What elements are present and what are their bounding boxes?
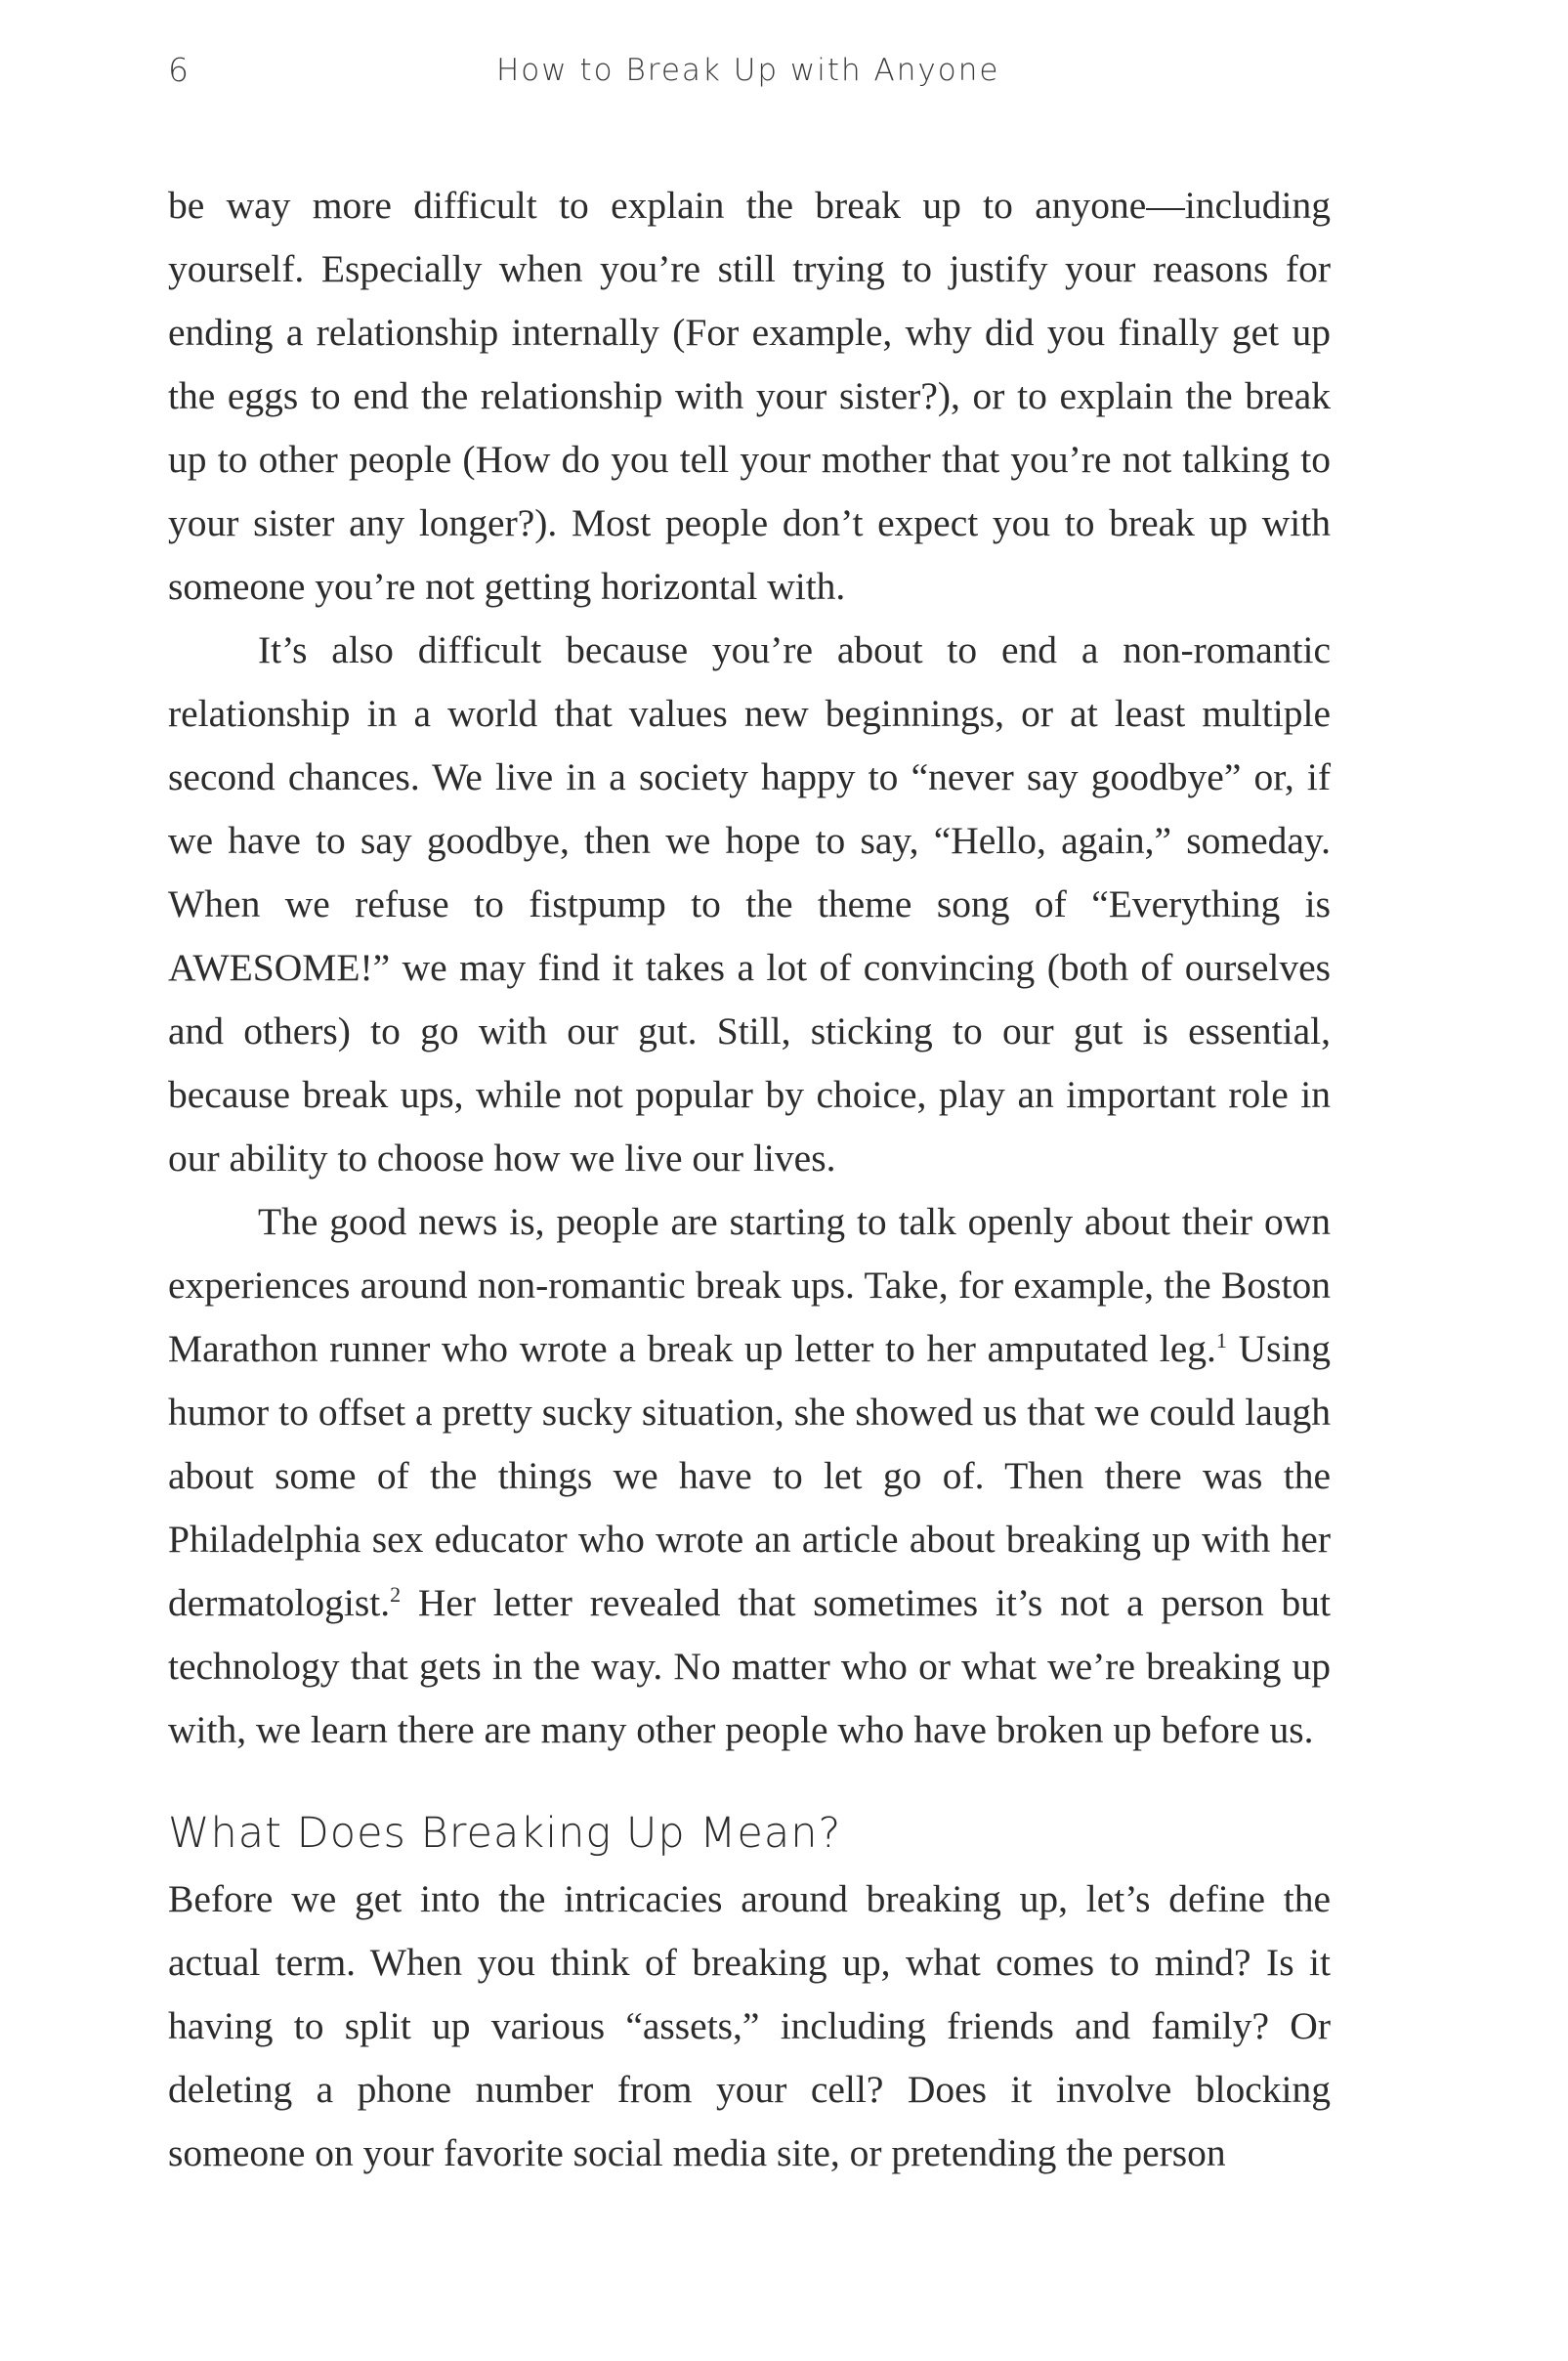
paragraph-text: Her letter revealed that sometimes it’s not a person but technology that gets in the way. No matter who or what we’re breaking up with, we learn there are many other people who have broken up before us. bbox=[168, 1581, 1331, 1751]
paragraph-text: Using humor to offset a pretty sucky situation, she showed us that we could laugh about some of the things we have to let go of. Then there was the Philadelphia sex educator who wrote an article about breaking up with her dermatologist. bbox=[168, 1327, 1331, 1624]
section-paragraph: Before we get into the intricacies around breaking up, let’s define the actual term. When you think of breaking up, what comes to mind? Is it having to split up various “assets,” including friends and family? Or deleting a phone number from your cell? Does it involve blocking someone on your favorite social media site, or pretending the person bbox=[168, 1877, 1331, 2174]
running-head bbox=[168, 51, 1331, 100]
paragraph: It’s also difficult because you’re about to end a non-romantic relationship in a world that values new beginnings, or at least multiple second chances. We live in a society happy to “never say goodbye” or, if we have to say goodbye, then we hope to say, “Hello, again,” someday. When we refuse to fistpump to the theme song of “Everything is AWESOME!” we may find it takes a lot of convincing (both of ourselves and others) to go with our gut. Still, sticking to our gut is essential, because break ups, while not popular by choice, play an important role in our ability to choose how we live our lives. bbox=[168, 628, 1331, 1180]
paragraph-with-footnotes bbox=[168, 1190, 1331, 1762]
footnote-reference-1: 1 bbox=[1215, 1327, 1227, 1352]
paragraph-text: The good news is, people are starting to talk openly about their own experiences around non-romantic break ups. Take, for example, the Boston Marathon runner who wrote a break up letter to her amputated leg. bbox=[168, 1200, 1331, 1370]
body-text bbox=[168, 174, 1331, 2185]
page-number: 6 bbox=[168, 51, 189, 89]
running-title: How to Break Up with Anyone bbox=[496, 53, 1000, 88]
section-heading: What Does Breaking Up Mean? bbox=[168, 1809, 842, 1858]
footnote-reference-2: 2 bbox=[390, 1581, 402, 1607]
paragraph-continued: be way more difficult to explain the break up to anyone—including yourself. Especially when you’re still trying to justify your reasons for ending a relationship internally (For example, why did you finally get up the eggs to end the relationship with your sister?), or to explain the break up to other people (How do you tell your mother that you’re not talking to your sister any longer?). Most people don’t expect you to break up with someone you’re not getting horizontal with. bbox=[168, 184, 1331, 608]
